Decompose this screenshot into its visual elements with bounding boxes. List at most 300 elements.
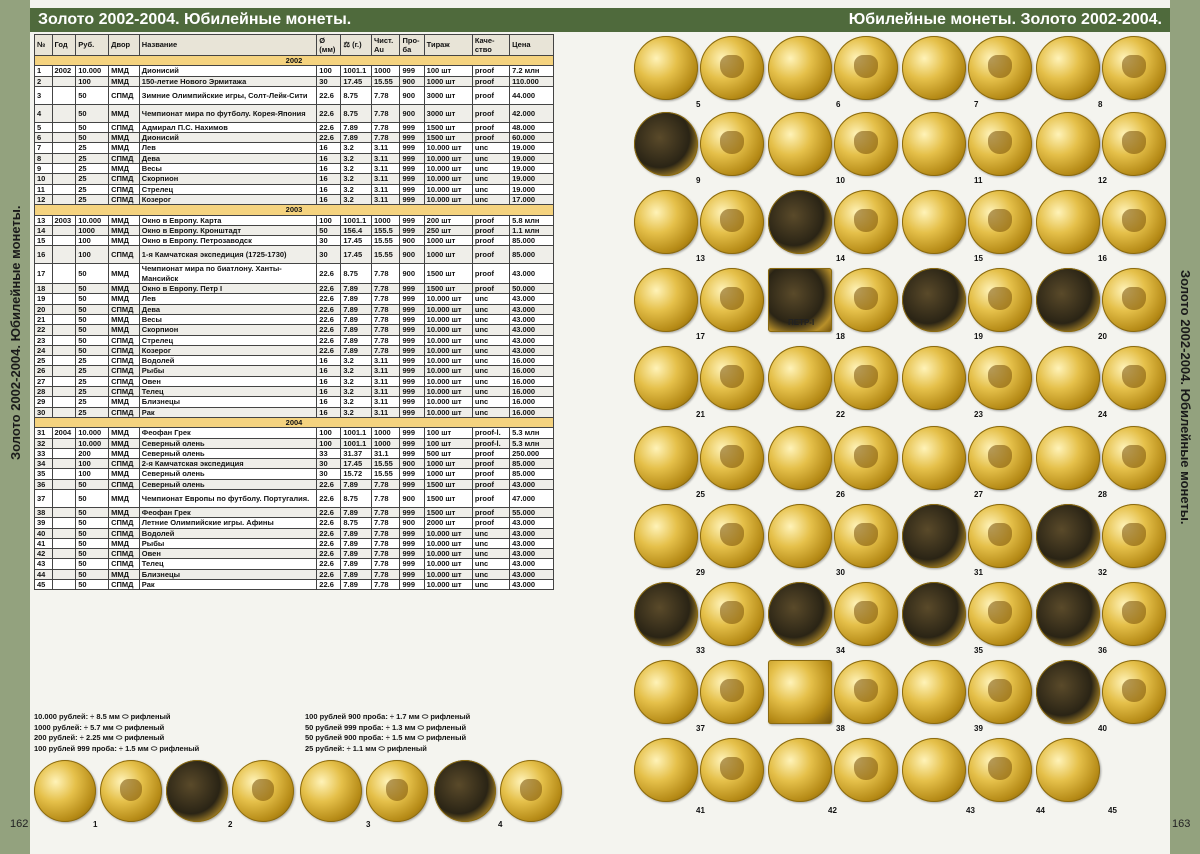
- year-row: [35, 417, 554, 427]
- legend-label: 10.000 рублей:: [34, 712, 91, 721]
- coin-image: [1036, 36, 1100, 100]
- table-cell: 999: [400, 428, 424, 438]
- table-row: [35, 569, 554, 579]
- table-cell: 43.000: [510, 345, 554, 355]
- coin-number: 40: [1098, 724, 1107, 733]
- coin-number: 15: [974, 254, 983, 263]
- table-cell: 25: [76, 194, 109, 204]
- table-cell: Водолей: [139, 356, 316, 366]
- table-cell: 999: [400, 325, 424, 335]
- coin-image: [1102, 190, 1166, 254]
- table-cell: unc: [472, 559, 509, 569]
- table-cell: СПМД: [109, 304, 140, 314]
- legend-item: [34, 723, 199, 734]
- table-cell: 900: [400, 104, 424, 122]
- table-cell: Весы: [139, 314, 316, 324]
- table-cell: 10.000 шт: [424, 164, 472, 174]
- coin-image: [968, 660, 1032, 724]
- coin-number: 41: [696, 806, 705, 815]
- table-cell: 999: [400, 397, 424, 407]
- table-row: [35, 215, 554, 225]
- table-cell: Козерог: [139, 194, 316, 204]
- coin-image: [1102, 346, 1166, 410]
- edge-icon: ⬭: [421, 712, 431, 721]
- coin-image: [634, 426, 698, 490]
- table-cell: 50: [76, 335, 109, 345]
- table-cell: 50: [76, 284, 109, 294]
- table-cell: 1500 шт: [424, 489, 472, 507]
- coin-image: [902, 268, 966, 332]
- table-row: [35, 184, 554, 194]
- table-row: [35, 518, 554, 528]
- coin-number: 18: [836, 332, 845, 341]
- table-cell: 10.000: [76, 215, 109, 225]
- table-cell: unc: [472, 174, 509, 184]
- coin-image: [700, 426, 764, 490]
- legend-label: 25 рублей:: [305, 743, 347, 753]
- table-cell: proof: [472, 459, 509, 469]
- coin-number: 36: [1098, 646, 1107, 655]
- table-cell: [52, 164, 76, 174]
- table-cell: ММД: [109, 284, 140, 294]
- table-cell: 22.6: [317, 507, 341, 517]
- coin-image: [634, 504, 698, 568]
- table-cell: 999: [400, 448, 424, 458]
- coin-image: [834, 738, 898, 802]
- coin-image: [968, 36, 1032, 100]
- table-cell: 999: [400, 122, 424, 132]
- table-cell: 900: [400, 518, 424, 528]
- table-cell: 200: [76, 448, 109, 458]
- table-cell: 41: [35, 538, 53, 548]
- table-row: [35, 549, 554, 559]
- table-cell: СПМД: [109, 174, 140, 184]
- table-cell: Скорпион: [139, 325, 316, 335]
- thickness-icon: ÷: [79, 733, 86, 742]
- coin-image: [232, 760, 294, 822]
- table-cell: [52, 397, 76, 407]
- coin-number: 7: [974, 100, 979, 109]
- coin-image: [768, 660, 832, 724]
- table-cell: 7.78: [372, 489, 400, 507]
- table-cell: 900: [400, 76, 424, 86]
- table-cell: unc: [472, 345, 509, 355]
- table-cell: [52, 345, 76, 355]
- table-cell: 43.000: [510, 528, 554, 538]
- table-cell: Дева: [139, 153, 316, 163]
- table-cell: 14: [35, 225, 53, 235]
- table-cell: Стрелец: [139, 335, 316, 345]
- table-cell: 16: [317, 194, 341, 204]
- table-cell: 43.000: [510, 518, 554, 528]
- table-cell: unc: [472, 314, 509, 324]
- table-cell: 12: [35, 194, 53, 204]
- table-cell: 15.55: [372, 459, 400, 469]
- coin-image: [300, 760, 362, 822]
- table-cell: 85.000: [510, 246, 554, 264]
- table-cell: 8: [35, 153, 53, 163]
- table-cell: unc: [472, 304, 509, 314]
- coin-number: 32: [1098, 568, 1107, 577]
- coin-image: [1036, 190, 1100, 254]
- legend-edge: рифленый: [430, 712, 471, 721]
- coin-number: 31: [974, 568, 983, 577]
- table-cell: 16: [317, 153, 341, 163]
- table-cell: 100: [317, 438, 341, 448]
- table-cell: 999: [400, 153, 424, 163]
- table-cell: Козерог: [139, 345, 316, 355]
- table-cell: proof: [472, 448, 509, 458]
- coin-number: 26: [836, 490, 845, 499]
- table-cell: 85.000: [510, 469, 554, 479]
- table-cell: 7.78: [372, 304, 400, 314]
- table-cell: 35: [35, 469, 53, 479]
- table-cell: 16: [317, 174, 341, 184]
- table-cell: 7.89: [341, 122, 372, 132]
- table-cell: 999: [400, 569, 424, 579]
- table-cell: 100: [76, 459, 109, 469]
- coin-image: [834, 36, 898, 100]
- table-cell: 500 шт: [424, 448, 472, 458]
- edge-icon: ⬭: [115, 722, 125, 732]
- table-cell: 25: [76, 174, 109, 184]
- table-cell: Зимние Олимпийские игры, Солт-Лейк-Сити: [139, 86, 316, 104]
- table-cell: Дева: [139, 304, 316, 314]
- coin-image: [1102, 268, 1166, 332]
- coin-image: [700, 190, 764, 254]
- table-cell: 100 шт: [424, 438, 472, 448]
- table-cell: 250.000: [510, 448, 554, 458]
- coin-number: 37: [696, 724, 705, 733]
- table-cell: [52, 174, 76, 184]
- coin-image: [968, 426, 1032, 490]
- table-cell: proof: [472, 104, 509, 122]
- table-cell: 2000 шт: [424, 518, 472, 528]
- coin-number: 44: [1036, 806, 1045, 815]
- coin-image: [1102, 112, 1166, 176]
- table-cell: 2004: [52, 428, 76, 438]
- table-cell: unc: [472, 376, 509, 386]
- coin-image: [1036, 346, 1100, 410]
- table-cell: 50: [76, 507, 109, 517]
- table-cell: [52, 538, 76, 548]
- table-cell: [52, 518, 76, 528]
- table-cell: 1000 шт: [424, 246, 472, 264]
- table-cell: 16.000: [510, 376, 554, 386]
- table-cell: [52, 153, 76, 163]
- table-cell: Рыбы: [139, 538, 316, 548]
- table-cell: ММД: [109, 104, 140, 122]
- table-cell: 250 шт: [424, 225, 472, 235]
- table-cell: 50.000: [510, 284, 554, 294]
- table-cell: 48.000: [510, 122, 554, 132]
- table-cell: unc: [472, 549, 509, 559]
- table-cell: 17.45: [341, 459, 372, 469]
- table-cell: [52, 184, 76, 194]
- coin-image: [768, 582, 832, 646]
- table-cell: СПМД: [109, 528, 140, 538]
- coin-image: [902, 426, 966, 490]
- table-cell: 999: [400, 314, 424, 324]
- table-row: [35, 448, 554, 458]
- page-number-right: 163: [1172, 818, 1191, 830]
- column-header: Руб.: [76, 35, 109, 56]
- table-cell: Весы: [139, 164, 316, 174]
- table-cell: 19.000: [510, 153, 554, 163]
- table-cell: [52, 459, 76, 469]
- table-row: [35, 335, 554, 345]
- coin-image: [902, 738, 966, 802]
- table-cell: 22: [35, 325, 53, 335]
- table-cell: 50: [76, 569, 109, 579]
- legend-value: 1.5 мм: [391, 733, 418, 742]
- table-cell: 900: [400, 459, 424, 469]
- table-cell: proof: [472, 469, 509, 479]
- table-cell: Рак: [139, 407, 316, 417]
- legend-value: 8.5 мм: [96, 712, 123, 721]
- table-row: [35, 304, 554, 314]
- table-cell: unc: [472, 325, 509, 335]
- table-cell: СПМД: [109, 479, 140, 489]
- coin-image: [700, 504, 764, 568]
- table-cell: 19: [35, 294, 53, 304]
- table-cell: 10.000 шт: [424, 194, 472, 204]
- table-row: [35, 469, 554, 479]
- table-cell: 1001.1: [341, 438, 372, 448]
- table-cell: 1500 шт: [424, 507, 472, 517]
- table-cell: 100: [76, 246, 109, 264]
- table-cell: 39: [35, 518, 53, 528]
- table-cell: 19.000: [510, 174, 554, 184]
- table-cell: 3.11: [372, 356, 400, 366]
- table-cell: [52, 580, 76, 590]
- table-cell: 16: [317, 184, 341, 194]
- table-row: [35, 246, 554, 264]
- coin-image: [968, 738, 1032, 802]
- table-cell: СПМД: [109, 153, 140, 163]
- table-cell: Водолей: [139, 528, 316, 538]
- table-cell: 22.6: [317, 569, 341, 579]
- table-cell: 50: [76, 304, 109, 314]
- coin-image: [968, 268, 1032, 332]
- thickness-icon: ÷: [385, 733, 392, 742]
- table-cell: 999: [400, 294, 424, 304]
- thickness-icon: ÷: [83, 722, 91, 732]
- coin-image: [634, 738, 698, 802]
- table-cell: 16: [35, 246, 53, 264]
- table-cell: 44.000: [510, 86, 554, 104]
- coin-image: [1102, 426, 1166, 490]
- table-cell: Северный олень: [139, 448, 316, 458]
- table-cell: ММД: [109, 133, 140, 143]
- table-cell: Телец: [139, 387, 316, 397]
- table-row: [35, 294, 554, 304]
- table-cell: 7.89: [341, 304, 372, 314]
- table-cell: 2: [35, 76, 53, 86]
- table-cell: СПМД: [109, 366, 140, 376]
- table-cell: unc: [472, 569, 509, 579]
- table-cell: 22.6: [317, 304, 341, 314]
- coin-number: 3: [366, 820, 371, 829]
- table-cell: 25: [76, 153, 109, 163]
- table-cell: proof: [472, 225, 509, 235]
- table-cell: unc: [472, 294, 509, 304]
- table-cell: 10.000 шт: [424, 549, 472, 559]
- table-cell: 33: [317, 448, 341, 458]
- table-cell: 30: [317, 469, 341, 479]
- table-cell: 10.000 шт: [424, 569, 472, 579]
- table-cell: 7.78: [372, 314, 400, 324]
- table-cell: 10.000 шт: [424, 143, 472, 153]
- coin-number: 10: [836, 176, 845, 185]
- table-cell: Окно в Европу. Карта: [139, 215, 316, 225]
- coin-image: [700, 346, 764, 410]
- table-cell: 34: [35, 459, 53, 469]
- thickness-icon: ÷: [389, 712, 397, 721]
- table-row: [35, 236, 554, 246]
- table-cell: 7.78: [372, 518, 400, 528]
- thickness-icon: ÷: [385, 722, 392, 732]
- coin-number: 11: [974, 176, 983, 185]
- coin-image: [634, 112, 698, 176]
- table-cell: 50: [76, 479, 109, 489]
- table-cell: 5.3 млн: [510, 428, 554, 438]
- table-cell: 22.6: [317, 479, 341, 489]
- table-row: [35, 314, 554, 324]
- table-cell: Летние Олимпийские игры. Афины: [139, 518, 316, 528]
- edge-legend-right: [305, 712, 470, 754]
- table-cell: 17: [35, 264, 53, 284]
- table-cell: 999: [400, 345, 424, 355]
- table-cell: [52, 104, 76, 122]
- table-cell: 999: [400, 387, 424, 397]
- table-cell: СПМД: [109, 459, 140, 469]
- coin-image: [902, 504, 966, 568]
- table-cell: [52, 407, 76, 417]
- table-cell: [52, 314, 76, 324]
- table-cell: СПМД: [109, 407, 140, 417]
- table-cell: 1500 шт: [424, 122, 472, 132]
- table-cell: 17.45: [341, 236, 372, 246]
- table-cell: 900: [400, 246, 424, 264]
- table-row: [35, 66, 554, 76]
- coin-image: [634, 660, 698, 724]
- year-label: 2003: [35, 205, 554, 215]
- table-cell: 7.2 млн: [510, 66, 554, 76]
- table-cell: 1000 шт: [424, 236, 472, 246]
- table-cell: 22.6: [317, 345, 341, 355]
- table-body: [35, 56, 554, 590]
- table-cell: 3.11: [372, 387, 400, 397]
- coin-image: [902, 112, 966, 176]
- coin-image: [1036, 582, 1100, 646]
- table-cell: 999: [400, 304, 424, 314]
- table-cell: 43.000: [510, 569, 554, 579]
- table-cell: 999: [400, 376, 424, 386]
- table-cell: 7.89: [341, 549, 372, 559]
- table-cell: 30: [317, 246, 341, 264]
- table-cell: 3.11: [372, 143, 400, 153]
- table-cell: 999: [400, 528, 424, 538]
- table-cell: unc: [472, 397, 509, 407]
- coin-image: [968, 112, 1032, 176]
- table-cell: proof: [472, 264, 509, 284]
- coin-number: 29: [696, 568, 705, 577]
- table-row: [35, 489, 554, 507]
- coin-image: [834, 268, 898, 332]
- table-cell: 8.75: [341, 86, 372, 104]
- table-cell: Дионисий: [139, 133, 316, 143]
- table-cell: 156.4: [341, 225, 372, 235]
- table-cell: 42.000: [510, 104, 554, 122]
- coin-image: [902, 582, 966, 646]
- column-header: Про-ба: [400, 35, 424, 56]
- coin-image: [1036, 112, 1100, 176]
- table-cell: 1500 шт: [424, 133, 472, 143]
- table-cell: 10.000 шт: [424, 376, 472, 386]
- table-cell: 25: [35, 356, 53, 366]
- table-cell: unc: [472, 366, 509, 376]
- table-cell: 999: [400, 143, 424, 153]
- table-cell: [52, 469, 76, 479]
- table-cell: 7.89: [341, 580, 372, 590]
- table-cell: 25: [76, 376, 109, 386]
- table-cell: 3.11: [372, 164, 400, 174]
- table-row: [35, 528, 554, 538]
- coin-image: [166, 760, 228, 822]
- table-cell: 32: [35, 438, 53, 448]
- table-cell: [52, 335, 76, 345]
- legend-edge: рифленый: [159, 743, 200, 753]
- coin-image: [834, 112, 898, 176]
- coin-image: [634, 36, 698, 100]
- table-row: [35, 438, 554, 448]
- table-cell: СПМД: [109, 246, 140, 264]
- coin-number: 33: [696, 646, 705, 655]
- coin-image: [700, 660, 764, 724]
- table-cell: 85.000: [510, 236, 554, 246]
- table-cell: 1000 шт: [424, 76, 472, 86]
- table-cell: ММД: [109, 236, 140, 246]
- table-cell: 22.6: [317, 284, 341, 294]
- table-cell: 5.3 млн: [510, 438, 554, 448]
- table-cell: 50: [76, 104, 109, 122]
- table-cell: Окно в Европу. Кронштадт: [139, 225, 316, 235]
- table-cell: ММД: [109, 264, 140, 284]
- table-cell: Овен: [139, 549, 316, 559]
- table-cell: 31.1: [372, 448, 400, 458]
- column-header: Название: [139, 35, 316, 56]
- table-cell: 999: [400, 164, 424, 174]
- coin-image: [902, 660, 966, 724]
- table-cell: 7: [35, 143, 53, 153]
- table-cell: Рак: [139, 580, 316, 590]
- legend-label: 200 рублей:: [34, 733, 80, 742]
- table-cell: [52, 264, 76, 284]
- table-cell: 1: [35, 66, 53, 76]
- table-cell: unc: [472, 143, 509, 153]
- table-cell: 10.000 шт: [424, 335, 472, 345]
- legend-edge: рифленый: [386, 743, 427, 753]
- table-cell: 999: [400, 479, 424, 489]
- table-cell: 31: [35, 428, 53, 438]
- coin-image: [834, 426, 898, 490]
- table-cell: 10.000 шт: [424, 356, 472, 366]
- table-cell: 22.6: [317, 264, 341, 284]
- legend-label: 100 рублей 999 проба:: [34, 743, 119, 753]
- table-cell: 45: [35, 580, 53, 590]
- table-cell: 23: [35, 335, 53, 345]
